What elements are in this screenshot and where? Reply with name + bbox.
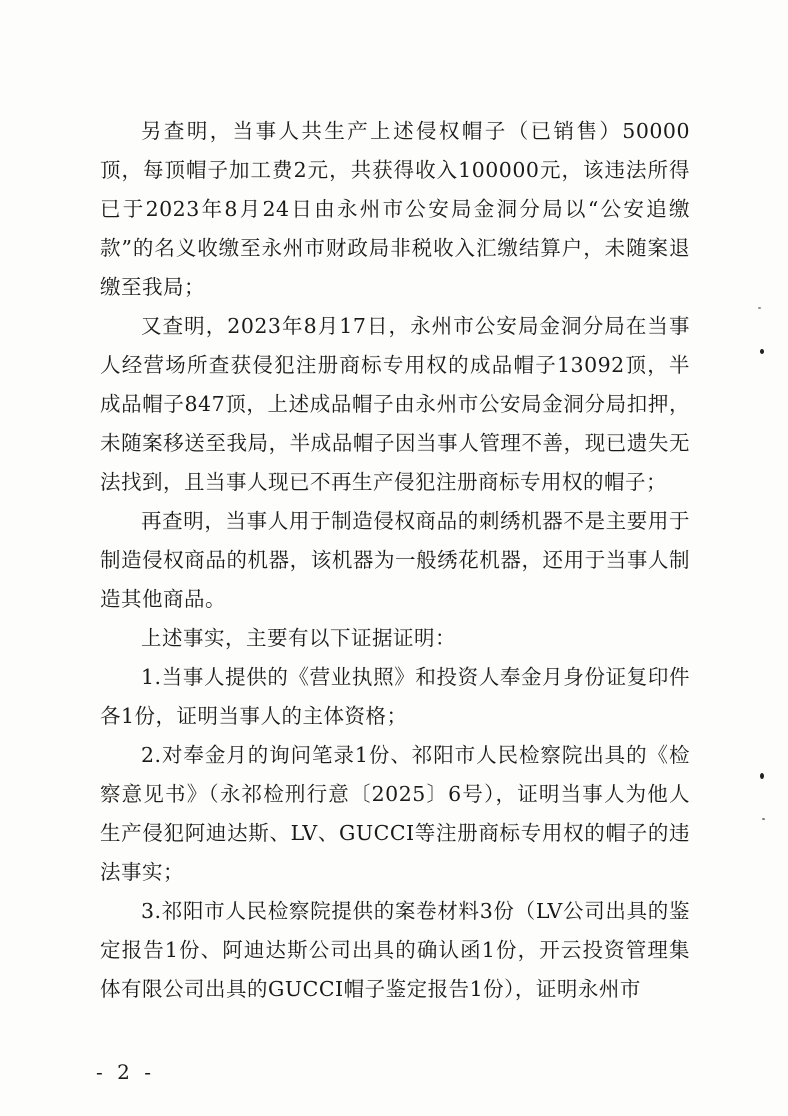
paragraph-further-finding: 另查明，当事人共生产上述侵权帽子（已销售）50000顶，每顶帽子加工费2元，共获得收入100000元，该违法所得已于2023年8月24日由永州市公安局金洞分局以“公安追缴款”的名义收缴至永州市财政局非税收入汇缴结算户，未随案退缴至我局；	[100, 119, 690, 299]
scan-speck	[758, 307, 761, 309]
page-number: - 2 -	[96, 1060, 155, 1084]
paragraph-machine-finding: 再查明，当事人用于制造侵权商品的刺绣机器不是主要用于制造侵权商品的机器，该机器为一般绣花机器，还用于当事人制造其他商品。	[100, 509, 690, 611]
evidence-item-2: 2.对奉金月的询问笔录1份、祁阳市人民检察院出具的《检察意见书》（永祁检刑行意〔2025〕6号），证明当事人为他人生产侵犯阿迪达斯、LV、GUCCI等注册商标专用权的帽子的违法事实；	[100, 743, 690, 884]
evidence-item-1: 1.当事人提供的《营业执照》和投资人奉金月身份证复印件各1份，证明当事人的主体资格；	[100, 665, 690, 728]
paragraph-evidence-intro: 上述事实，主要有以下证据证明：	[141, 626, 456, 650]
evidence-item-3: 3.祁阳市人民检察院提供的案卷材料3份（LV公司出具的鉴定报告1份、阿迪达斯公司出具的确认函1份，开云投资管理集体有限公司出具的GUCCI帽子鉴定报告1份），证明永州市	[100, 899, 690, 1001]
document-body	[100, 112, 690, 1009]
scan-speck	[760, 349, 764, 354]
scan-speck	[760, 773, 764, 779]
scan-speck	[762, 818, 765, 820]
paragraph-additional-finding: 又查明，2023年8月17日，永州市公安局金洞分局在当事人经营场所查获侵犯注册商标专用权的成品帽子13092顶，半成品帽子847顶，上述成品帽子由永州市公安局金洞分局扣押，未随案移送至我局，半成品帽子因当事人管理不善，现已遗失无法找到，且当事人现已不再生产侵犯注册商标专用权的帽子；	[100, 314, 690, 494]
